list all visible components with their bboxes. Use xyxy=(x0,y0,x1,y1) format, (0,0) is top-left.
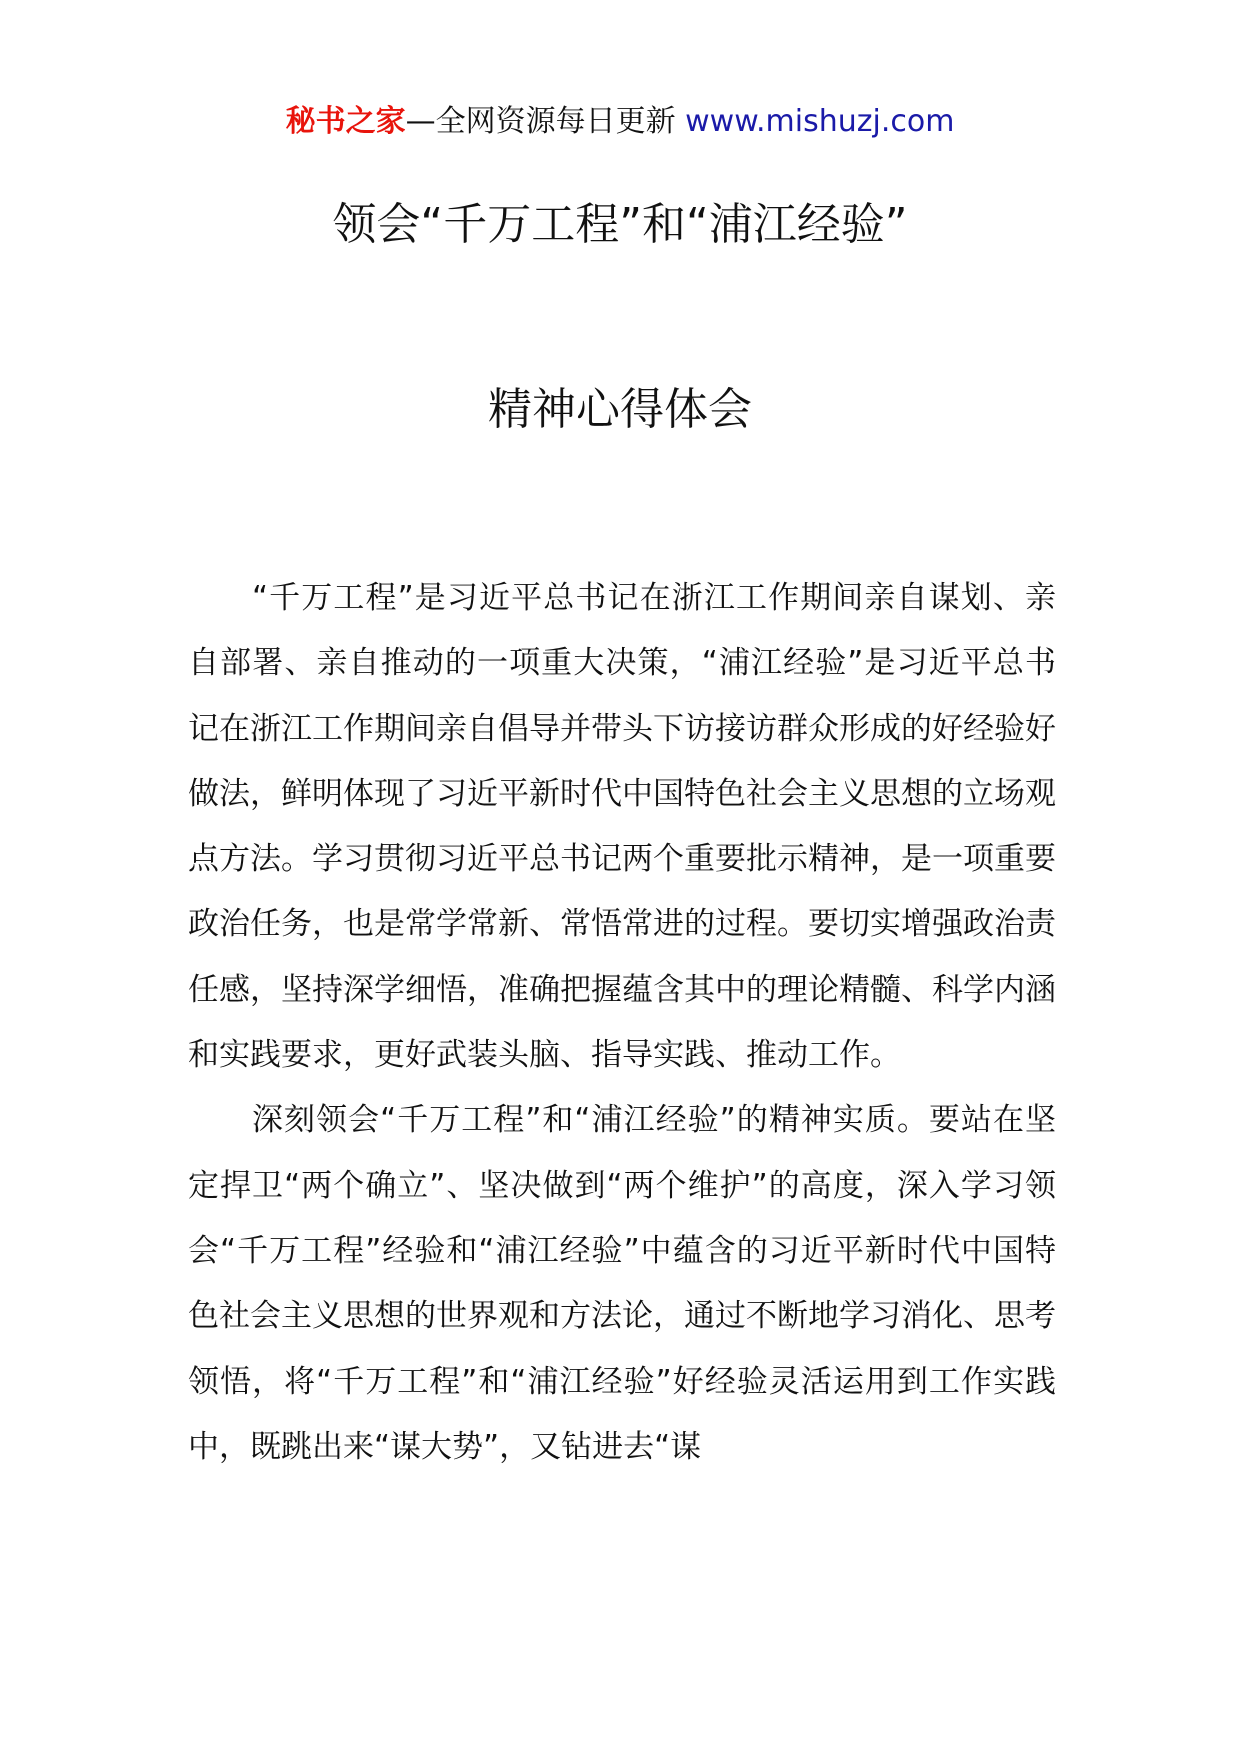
header-tagline: —全网资源每日更新 xyxy=(405,104,686,139)
site-url-link[interactable]: www.mishuzj.com xyxy=(685,104,955,139)
document-body xyxy=(188,566,1056,1480)
document-title-line-1: 领会“千万工程”和“浦江经验” xyxy=(332,199,908,250)
document-title-line-2: 精神心得体会 xyxy=(488,384,752,435)
site-header xyxy=(0,100,1240,144)
body-paragraph-2: 深刻领会“千万工程”和“浦江经验”的精神实质。要站在坚定捍卫“两个确立”、坚决做到“两个维护”的高度，深入学习领会“千万工程”经验和“浦江经验”中蕴含的习近平新时代中国特色社会主义思想的世界观和方法论，通过不断地学习消化、思考领悟，将“千万工程”和“浦江经验”好经验灵活运用到工作实践中，既跳出来“谋大势”，又钻进去“谋 xyxy=(188,1102,1056,1465)
brand-name: 秘书之家 xyxy=(285,104,406,139)
body-paragraph-1: “千万工程”是习近平总书记在浙江工作期间亲自谋划、亲自部署、亲自推动的一项重大决策，“浦江经验”是习近平总书记在浙江工作期间亲自倡导并带头下访接访群众形成的好经验好做法，鲜明体现了习近平新时代中国特色社会主义思想的立场观点方法。学习贯彻习近平总书记两个重要批示精神，是一项重要政治任务，也是常学常新、常悟常进的过程。要切实增强政治责任感，坚持深学细悟，准确把握蕴含其中的理论精髓、科学内涵和实践要求，更好武装头脑、指导实践、推动工作。 xyxy=(188,580,1056,1074)
